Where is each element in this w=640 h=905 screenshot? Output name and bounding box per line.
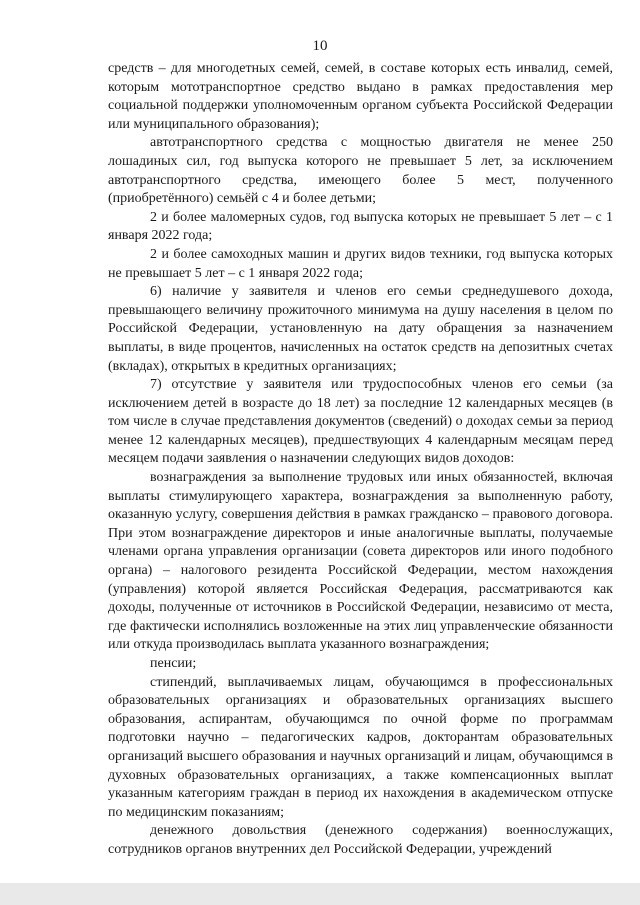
paragraph-8: пенсии;	[150, 656, 197, 671]
paragraph-7: вознаграждения за выполнение трудовых или иных обязанностей, включая выплаты стимулирующего характера, вознаграждения за выполненную работу, оказанную услугу, совершения действия в рамках гражданско – правового договора. При этом вознаграждение директоров и иные аналогичные выплаты, получаемые членами органа управления организации (совета директоров или иного подобного органа) – налогового резидента Российской Федерации, местом нахождения (управления) которой является Российская Федерация, рассматриваются как доходы, полученные от источников в Российской Федерации, независимо от места, где фактически исполнялись возложенные на этих лиц управленческие обязанности или откуда производилась выплата указанного вознаграждения;	[108, 470, 613, 653]
paragraph-5: 6) наличие у заявителя и членов его семьи среднедушевого дохода, превышающего величину прожиточного минимума на душу населения в целом по Российской Федерации, установленную на дату обращения за назначением выплаты, в виде процентов, начисленных на остаток средств на депозитных счетах (вкладах), открытых в кредитных организациях;	[108, 284, 613, 374]
paragraph-3: 2 и более маломерных судов, год выпуска которых не превышает 5 лет – с 1 января 2022 года;	[108, 209, 613, 244]
paragraph-1: средств – для многодетных семей, семей, в составе которых есть инвалид, семей, которым мототранспортное средство выдано в рамках предоставления мер социальной поддержки уполномоченным органом субъекта Российской Федерации или муниципального образования);	[108, 61, 613, 132]
paragraph-9: стипендий, выплачиваемых лицам, обучающимся в профессиональных образовательных организациях и образовательных организациях высшего образования, аспирантам, обучающимся по очной форме по программам подготовки научно – педагогических кадров, докторантам образовательных организаций высшего образования и научных организаций и лицам, обучающимся в духовных образовательных организациях, а также компенсационных выплат указанным категориям граждан в период их нахождения в академическом отпуске по медицинским показаниям;	[108, 674, 613, 820]
document-body	[108, 60, 613, 860]
paragraph-2: автотранспортного средства с мощностью двигателя не менее 250 лошадиных сил, год выпуска которого не превышает 5 лет, за исключением автотранспортного средства, имеющего более 5 мест, полученного (приобретённого) семьёй с 4 и более детьми;	[108, 135, 613, 207]
scan-bottom-edge	[0, 883, 640, 905]
page-number: 10	[312, 38, 328, 54]
paragraph-10: денежного довольствия (денежного содержания) военнослужащих, сотрудников органов внутренних дел Российской Федерации, учреждений	[108, 823, 613, 857]
paragraph-6: 7) отсутствие у заявителя или трудоспособных членов его семьи (за исключением детей в возрасте до 18 лет) за последние 12 календарных месяцев (в том числе в случае представления документов (сведений) о доходах семьи за период менее 12 календарных месяцев), предшествующих 4 календарным месяцам перед месяцем подачи заявления о назначении следующих видов доходов:	[108, 377, 613, 467]
paragraph-4: 2 и более самоходных машин и других видов техники, год выпуска которых не превышает 5 лет – с 1 января 2022 года;	[108, 246, 613, 281]
